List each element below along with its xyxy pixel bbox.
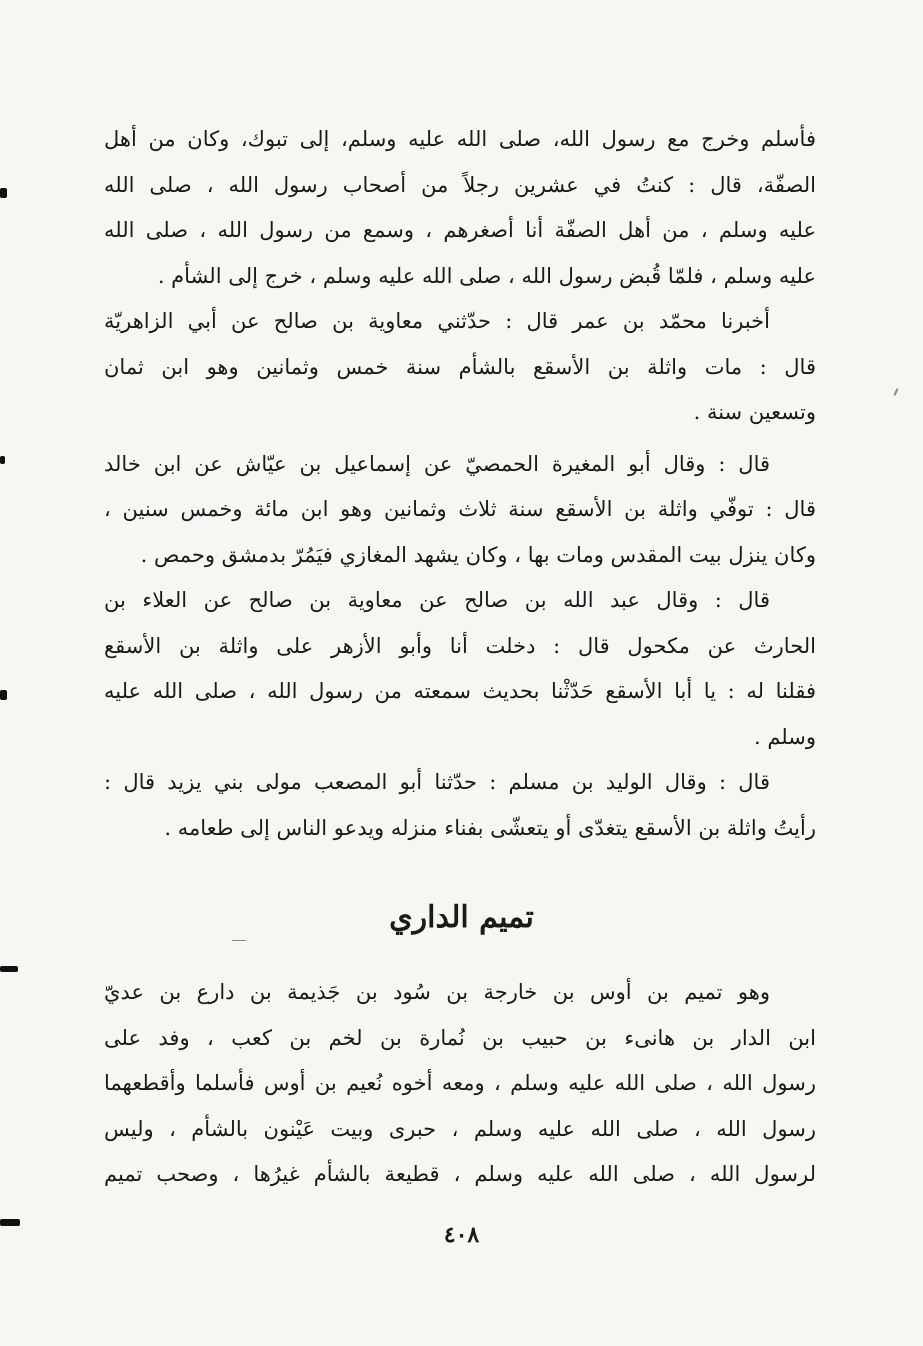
text-line: أخبرنا محمّد بن عمر قال : حدّثني معاوية بن صالح عن أبي الزاهريّة	[104, 309, 770, 333]
text-line: ابن الدار بن هانىء بن حبيب بن نُمارة بن لخم بن كعب ، وفد على	[104, 1025, 816, 1050]
text-line: فأسلم وخرج مع رسول الله، صلى الله عليه وسلم، إلى تبوك، وكان من أهل	[104, 127, 816, 151]
text-line: الصفّة، قال : كنتُ في عشرين رجلاً من أصحاب رسول الله ، صلى الله	[104, 172, 816, 197]
text-line: فقلنا له : يا أبا الأسقع حَدّثْنا بحديث سمعته من رسول الله ، صلى الله عليه	[104, 679, 816, 703]
text-line: قال : مات واثلة بن الأسقع بالشأم سنة خمس وثمانين وهو ابن ثمان	[104, 354, 816, 379]
text-line: قال : توفّي واثلة بن الأسقع سنة ثلاث وثمانين وهو ابن مائة وخمس سنين ،	[104, 497, 816, 521]
text-line: عليه وسلم ، فلمّا قُبض رسول الله ، صلى الله عليه وسلم ، خرج إلى الشأم .	[157, 263, 816, 288]
margin-mark	[0, 690, 7, 700]
page-number: ٤٠٨	[443, 1222, 480, 1248]
section-heading: تميم الداري	[389, 900, 534, 935]
text-line: وسلم .	[753, 724, 816, 749]
text-line: الحارث عن مكحول قال : دخلت أنا وأبو الأزهر على واثلة بن الأسقع	[104, 633, 816, 658]
text-line: قال : وقال الوليد بن مسلم : حدّثنا أبو المصعب مولى بني يزيد قال :	[104, 770, 770, 794]
text-line: قال : وقال أبو المغيرة الحمصيّ عن إسماعيل بن عيّاش عن ابن خالد	[104, 451, 770, 476]
text-line: قال : وقال عبد الله بن صالح عن معاوية بن صالح عن العلاء بن	[104, 588, 770, 612]
scan-speck	[893, 388, 898, 396]
text-line: رأيتُ واثلة بن الأسقع يتغدّى أو يتعشّى بفناء منزله ويدعو الناس إلى طعامه .	[164, 815, 816, 840]
margin-mark	[0, 188, 7, 198]
text-block-wathila	[104, 117, 816, 851]
text-line: وهو تميم بن أوس بن خارجة بن سُود بن جَذيمة بن دارع بن عديّ	[104, 980, 770, 1004]
text-line: رسول الله ، صلى الله عليه وسلم ، حبرى وبيت عَيْنون بالشأم ، وليس	[104, 1116, 816, 1141]
text-line: عليه وسلم ، من أهل الصفّة أنا أصغرهم ، وسمع من رسول الله ، صلى الله	[104, 218, 816, 242]
text-line: وكان ينزل بيت المقدس ومات بها ، وكان يشهد المغازي فيَمُرّ بدمشق وحمص .	[140, 542, 816, 567]
text-line: رسول الله ، صلى الله عليه وسلم ، ومعه أخوه نُعيم بن أوس فأسلما وأقطعهما	[104, 1071, 816, 1095]
text-line: وتسعين سنة .	[693, 400, 816, 424]
margin-mark	[0, 456, 5, 464]
text-line: لرسول الله ، صلى الله عليه وسلم ، قطيعة بالشأم غيرُها ، وصحب تميم	[104, 1162, 816, 1186]
text-block-tamim	[104, 970, 816, 1198]
margin-mark	[0, 966, 18, 972]
